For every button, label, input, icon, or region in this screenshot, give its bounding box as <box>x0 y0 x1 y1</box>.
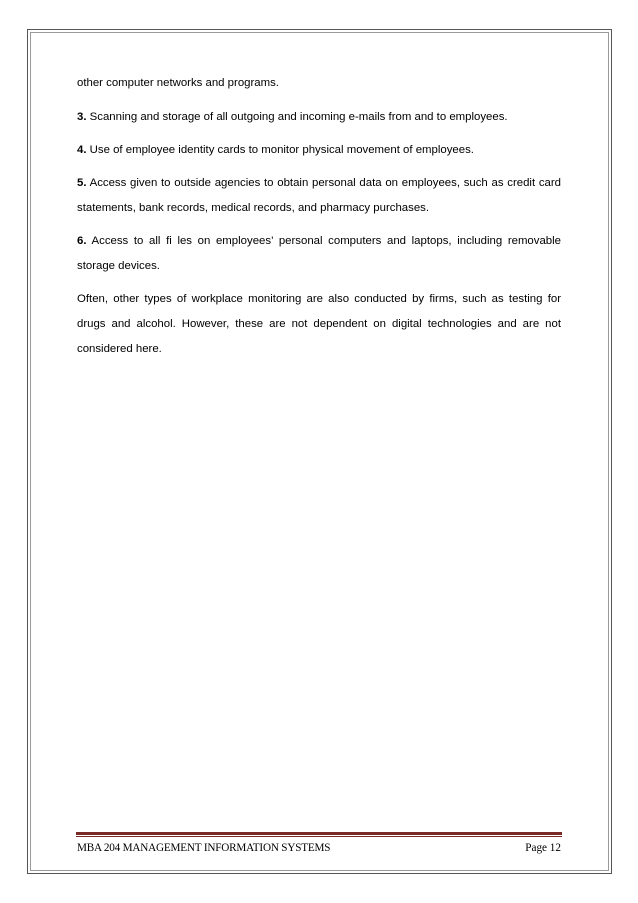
closing-paragraph: Often, other types of workplace monitoring are also conducted by firms, such as testing for drugs and alcohol. However, these are not dependent on digital technologies and are not considered here. <box>77 293 561 355</box>
list-text: Use of employee identity cards to monitor physical movement of employees. <box>86 144 474 156</box>
list-number: 5. <box>77 177 87 189</box>
footer-course-title: MBA 204 MANAGEMENT INFORMATION SYSTEMS <box>77 842 331 854</box>
list-text: Scanning and storage of all outgoing and incoming e-mails from and to employees. <box>86 111 508 123</box>
list-item-5 <box>77 171 561 221</box>
list-text: Access given to outside agencies to obtain personal data on employees, such as credit card statements, bank records, medical records, and pharmacy purchases. <box>77 177 561 214</box>
list-number: 3. <box>77 111 87 123</box>
footer-rule-thin <box>76 836 562 837</box>
list-item-3 <box>77 105 561 130</box>
list-number: 6. <box>77 235 87 247</box>
paragraph-continuation: other computer networks and programs. <box>77 77 279 89</box>
footer-rule <box>76 832 562 835</box>
list-item-4 <box>77 138 561 163</box>
footer-page-number: Page 12 <box>525 842 561 854</box>
document-body <box>77 71 561 370</box>
list-item-6 <box>77 229 561 279</box>
list-number: 4. <box>77 144 87 156</box>
list-text: Access to all fi les on employees’ personal computers and laptops, including removable storage devices. <box>77 235 561 272</box>
